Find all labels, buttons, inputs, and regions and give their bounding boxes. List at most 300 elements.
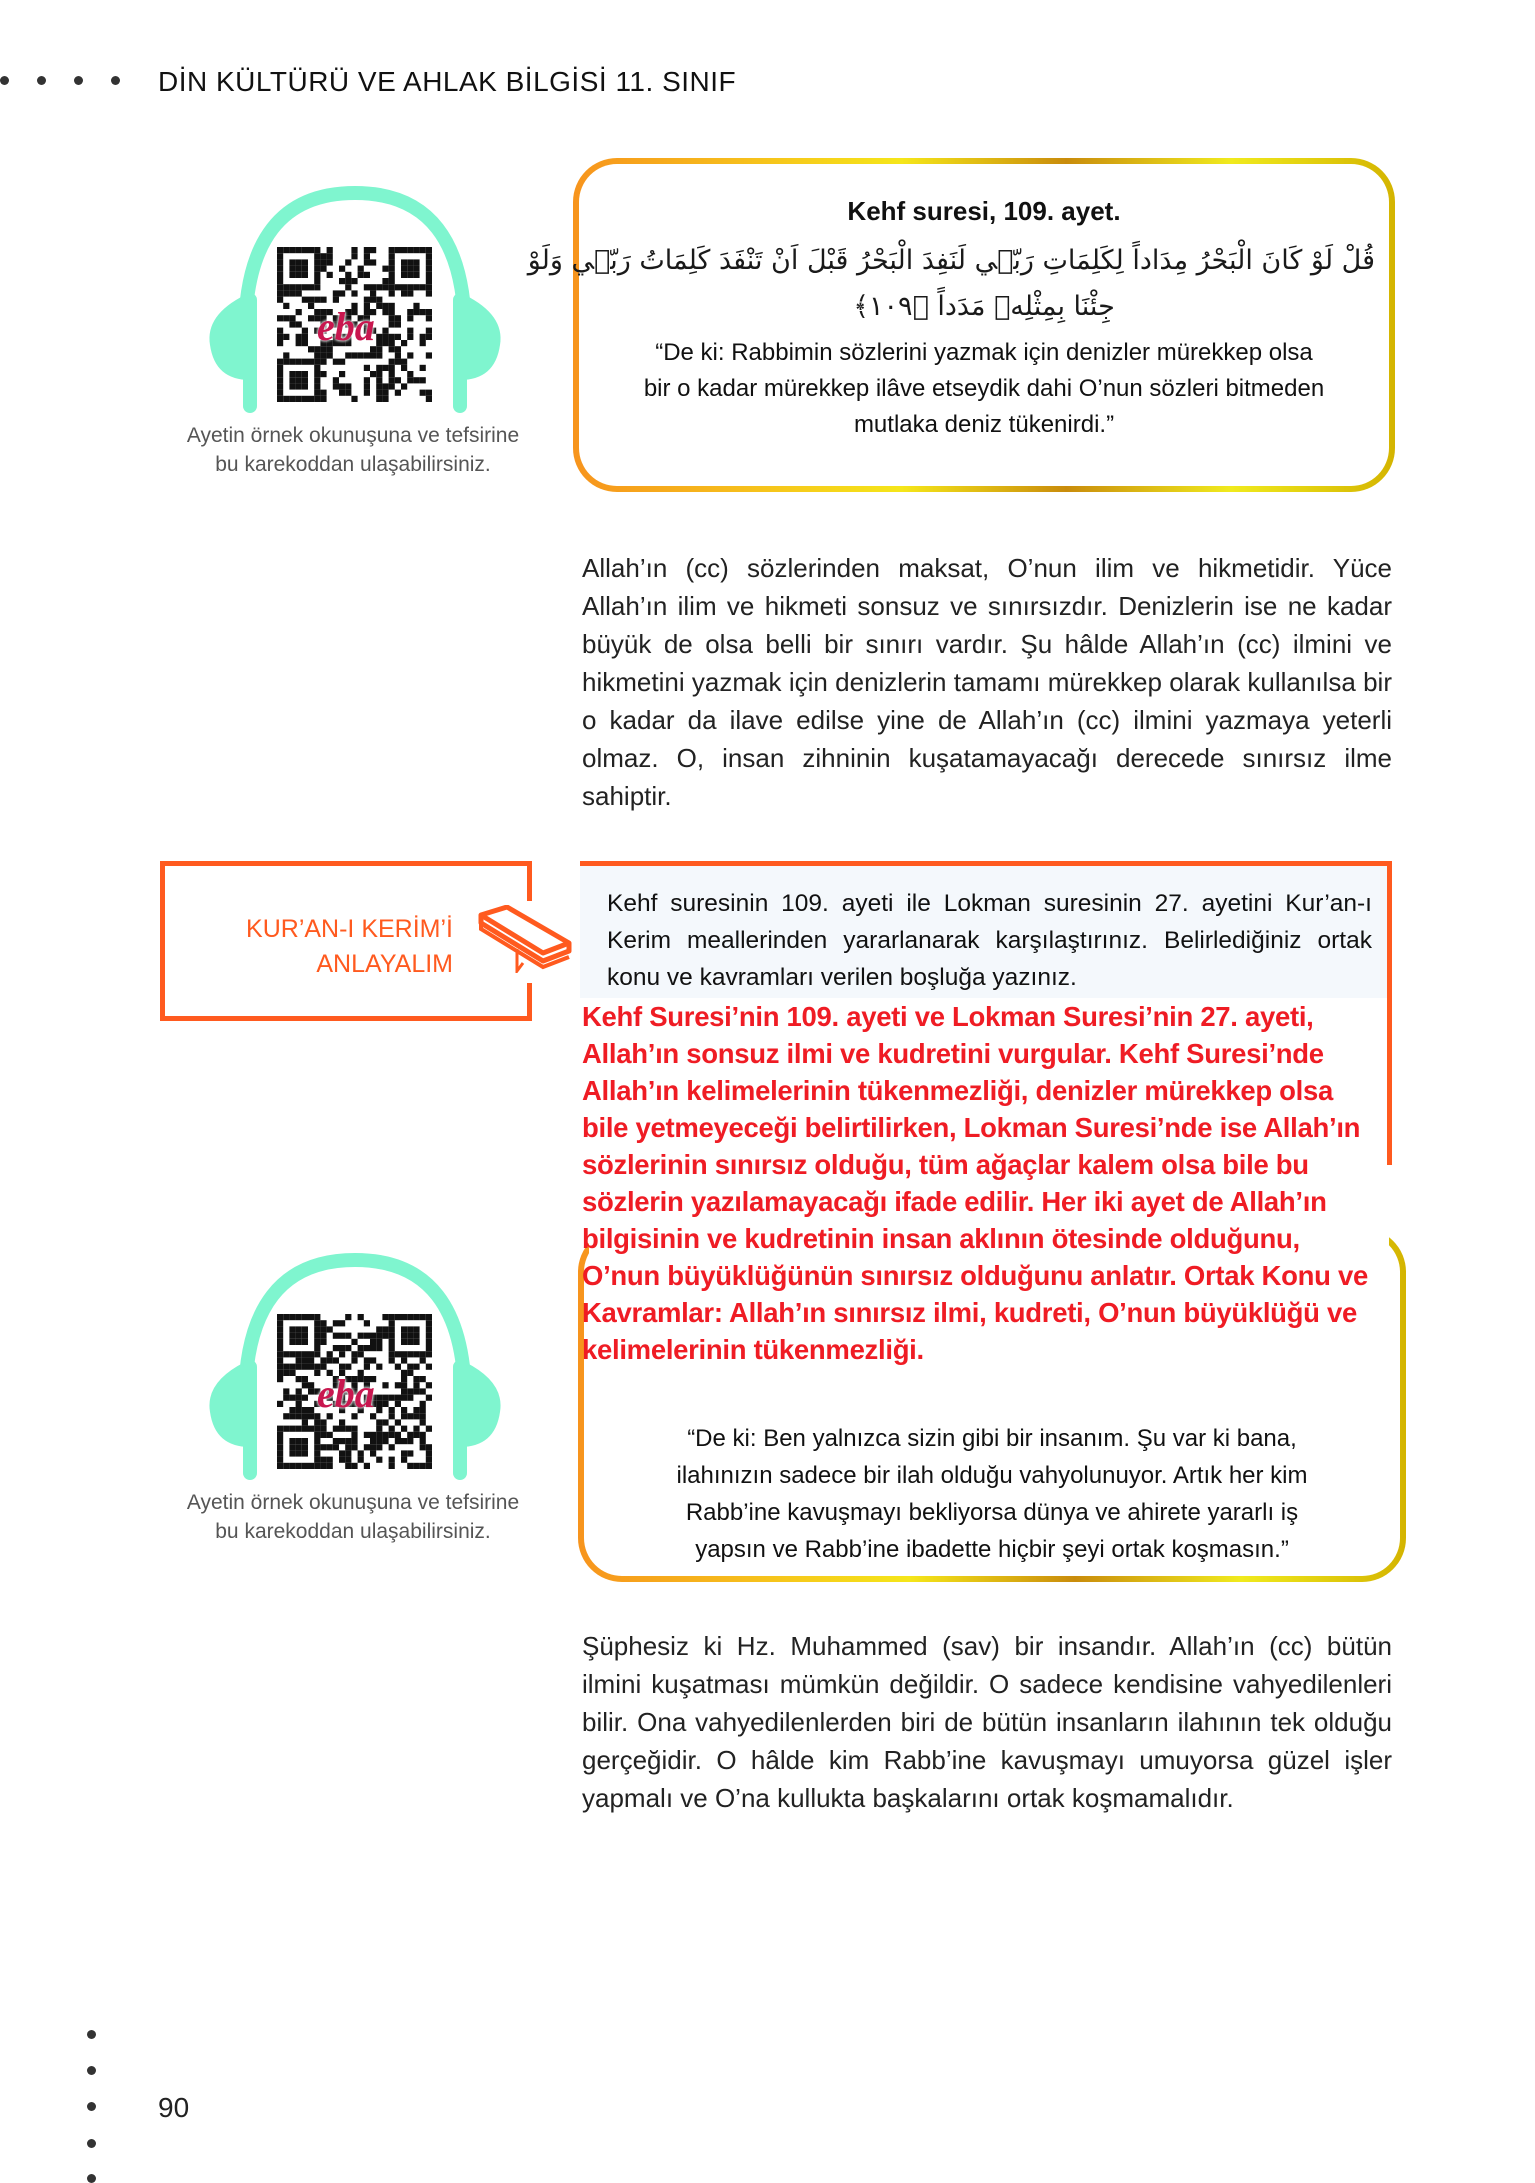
- qr-module: [407, 1326, 413, 1332]
- qr-module: [413, 1432, 419, 1438]
- qr-module: [283, 1351, 289, 1357]
- qr-module: [407, 1438, 413, 1444]
- qr-module: [289, 383, 295, 389]
- dot: [87, 2030, 96, 2039]
- qr-module: [407, 247, 413, 253]
- qr-module: [376, 1432, 382, 1438]
- qr-module: [314, 253, 320, 259]
- dot: [87, 2174, 96, 2183]
- qr-module: [320, 359, 326, 365]
- qr-module: [389, 278, 395, 284]
- qr-module: [320, 297, 326, 303]
- qr-module: [308, 1463, 314, 1469]
- qr-module: [277, 328, 283, 334]
- qr-module: [308, 346, 314, 352]
- qr-module: [314, 272, 320, 278]
- qr-module: [395, 377, 401, 383]
- verse-title: Kehf suresi, 109. ayet.: [847, 196, 1121, 226]
- qr-module: [289, 321, 295, 327]
- qr-module: [351, 1432, 357, 1438]
- qr-module: [376, 1345, 382, 1351]
- qr-module: [413, 284, 419, 290]
- qr-module: [389, 1407, 395, 1413]
- qr-module: [296, 1395, 302, 1401]
- qr-module: [370, 284, 376, 290]
- qr-module: [289, 247, 295, 253]
- headphone-icon: [205, 185, 505, 415]
- qr-module: [302, 1351, 308, 1357]
- qr-module: [389, 371, 395, 377]
- qr-module: [413, 1407, 419, 1413]
- qr-module: [364, 297, 370, 303]
- qr-module: [407, 259, 413, 265]
- qr-module: [314, 1339, 320, 1345]
- qr-module: [420, 1438, 426, 1444]
- qr-module: [277, 1457, 283, 1463]
- qr-module: [345, 278, 351, 284]
- qr-module: [407, 1413, 413, 1419]
- qr-module: [389, 1333, 395, 1339]
- qr-module: [277, 377, 283, 383]
- qr-module: [308, 1382, 314, 1388]
- qr-module: [376, 365, 382, 371]
- qr-module: [420, 1432, 426, 1438]
- qr-module: [413, 1364, 419, 1370]
- qr-module: [364, 1364, 370, 1370]
- qr-module: [314, 1351, 320, 1357]
- qr-module: [426, 1444, 432, 1450]
- qr-module: [314, 1419, 320, 1425]
- qr-module: [277, 1339, 283, 1345]
- headphone-icon: [205, 1252, 505, 1482]
- qr-module: [413, 1351, 419, 1357]
- dot: [37, 76, 46, 85]
- qr-module: [351, 1339, 357, 1345]
- divider: [527, 861, 532, 901]
- qr-module: [382, 1401, 388, 1407]
- translation-line: mutlaka deniz tükenirdi.”: [853, 411, 1115, 438]
- qr-module: [314, 266, 320, 272]
- qr-module: [289, 377, 295, 383]
- translation-line: “De ki: Rabbimin sözlerini yazmak için denizler mürekkep olsa: [655, 339, 1313, 366]
- qr-module: [296, 1333, 302, 1339]
- qr-module: [420, 334, 426, 340]
- qr-module: [358, 1333, 364, 1339]
- qr-module: [283, 247, 289, 253]
- qr-module: [389, 309, 395, 315]
- qr-module: [364, 1320, 370, 1326]
- qr-module: [320, 1364, 326, 1370]
- qr-module: [308, 303, 314, 309]
- qr-module: [389, 303, 395, 309]
- qr-module: [314, 247, 320, 253]
- qr-module: [420, 377, 426, 383]
- qr-module: [345, 1444, 351, 1450]
- page-number: 90: [158, 2092, 190, 2123]
- qr-module: [289, 284, 295, 290]
- qr-module: [302, 266, 308, 272]
- qr-module: [333, 1438, 339, 1444]
- qr-module: [426, 1345, 432, 1351]
- qr-module: [351, 290, 357, 296]
- qr-module: [277, 334, 283, 340]
- qr-module: [426, 247, 432, 253]
- qr-module: [413, 1413, 419, 1419]
- qr-module: [320, 352, 326, 358]
- qr-module: [389, 383, 395, 389]
- qr-module: [401, 340, 407, 346]
- qr-module: [407, 371, 413, 377]
- qr-module: [308, 315, 314, 321]
- qr-module: [382, 1326, 388, 1332]
- qr-module: [320, 1333, 326, 1339]
- qr-module: [283, 284, 289, 290]
- qr-module: [296, 284, 302, 290]
- verse-box-kehf: [527, 158, 1395, 492]
- dot: [0, 76, 9, 85]
- qr-module: [308, 1388, 314, 1394]
- qr-module: [351, 1463, 357, 1469]
- qr-module: [314, 284, 320, 290]
- qr-module: [277, 1450, 283, 1456]
- qr-module: [314, 1463, 320, 1469]
- qr-module: [296, 359, 302, 365]
- qr-module: [382, 390, 388, 396]
- qr-module: [364, 1432, 370, 1438]
- qr-module: [395, 1432, 401, 1438]
- qr-module: [283, 359, 289, 365]
- qr-module: [376, 383, 382, 389]
- qr-module: [426, 1326, 432, 1332]
- qr-module: [376, 1333, 382, 1339]
- qr-module: [401, 383, 407, 389]
- page-header-title: DİN KÜLTÜRÜ VE AHLAK BİLGİSİ 11. SINIF: [158, 66, 737, 97]
- qr-module: [296, 396, 302, 402]
- qr-module: [327, 253, 333, 259]
- qr-module: [289, 359, 295, 365]
- qr-module: [413, 309, 419, 315]
- qr-module: [395, 390, 401, 396]
- qr-module: [283, 1364, 289, 1370]
- qr-module: [277, 1320, 283, 1326]
- qr-module: [296, 1401, 302, 1407]
- qr-module: [314, 1432, 320, 1438]
- qr-module: [283, 1463, 289, 1469]
- qr-module: [283, 334, 289, 340]
- qr-module: [376, 1426, 382, 1432]
- qr-module: [333, 1444, 339, 1450]
- qr-module: [320, 1444, 326, 1450]
- qr-module: [314, 297, 320, 303]
- qr-module: [302, 297, 308, 303]
- qr-module: [395, 284, 401, 290]
- qr-module: [289, 1370, 295, 1376]
- qr-module: [296, 1326, 302, 1332]
- qr-module: [320, 1463, 326, 1469]
- qr-module: [339, 1333, 345, 1339]
- qr-module: [395, 334, 401, 340]
- qr-module: [413, 1314, 419, 1320]
- qr-module: [358, 1351, 364, 1357]
- qr-module: [370, 259, 376, 265]
- qr-module: [389, 1357, 395, 1363]
- qr-module: [407, 315, 413, 321]
- qr-module: [426, 1457, 432, 1463]
- qr-module: [407, 1333, 413, 1339]
- qr-module: [389, 377, 395, 383]
- qr-module: [401, 1457, 407, 1463]
- qr-module: [376, 284, 382, 290]
- qr-module: [289, 1351, 295, 1357]
- qr-module: [345, 1438, 351, 1444]
- qr-module: [339, 371, 345, 377]
- qr-module: [376, 1407, 382, 1413]
- qr-module: [333, 383, 339, 389]
- qr-module: [327, 1357, 333, 1363]
- qr-module: [376, 340, 382, 346]
- dot: [87, 2066, 96, 2075]
- qr-module: [401, 359, 407, 365]
- qr-module: [333, 377, 339, 383]
- qr-module: [320, 1419, 326, 1425]
- qr-module: [382, 303, 388, 309]
- qr-module: [296, 247, 302, 253]
- qr-module: [407, 377, 413, 383]
- qr-module: [358, 266, 364, 272]
- qr-module: [314, 383, 320, 389]
- qr-module: [339, 390, 345, 396]
- qr-module: [413, 1382, 419, 1388]
- qr-module: [395, 1419, 401, 1425]
- qr-module: [407, 1370, 413, 1376]
- qr-module: [376, 1339, 382, 1345]
- qr-module: [283, 303, 289, 309]
- qr-module: [364, 1333, 370, 1339]
- qr-module: [413, 377, 419, 383]
- qr-module: [426, 352, 432, 358]
- qr-module: [420, 247, 426, 253]
- qr-module: [376, 1444, 382, 1450]
- qr-module: [296, 290, 302, 296]
- answer-text[interactable]: Kehf Suresi’nin 109. ayeti ve Lokman Suresi’nin 27. ayeti, Allah’ın sonsuz ilmi ve kudretini vurgular. Kehf Suresi’nde Allah’ın kelimelerinin tükenmezliği, denizler mürekkep olsa bile yetmeyeceği belirtilirken, Lokman Suresi’nde ise Allah’ın sözlerinin sınırsız olduğu, tüm ağaçlar kalem olsa bile bu sözlerin yazılamayacağı ifade edilir. Her iki ayet de Allah’ın bilgisinin ve kudretinin insan aklının ötesinde olduğunu, O’nun büyüklüğünün sınırsız olduğunu anlatır. Ortak Konu ve Kavramlar: Allah’ın sınırsız ilmi, kudreti, O’nun büyüklüğü ve kelimelerinin tükenmezliği.: [582, 1001, 1368, 1365]
- qr-module: [358, 352, 364, 358]
- qr-module: [364, 352, 370, 358]
- caption-line: bu karekoddan ulaşabilirsiniz.: [215, 453, 491, 476]
- qr-module: [277, 1376, 283, 1382]
- qr-module: [320, 390, 326, 396]
- qr-module: [389, 1432, 395, 1438]
- qr-module: [302, 1333, 308, 1339]
- qr-module: [401, 365, 407, 371]
- qr-module: [339, 1426, 345, 1432]
- qr-module: [407, 266, 413, 272]
- qr-module: [401, 284, 407, 290]
- qr-module: [407, 352, 413, 358]
- qr-module: [333, 1357, 339, 1363]
- qr-module: [401, 1357, 407, 1363]
- qr-module: [413, 266, 419, 272]
- qr-module: [426, 1382, 432, 1388]
- qr-module: [407, 1388, 413, 1394]
- qr-module: [320, 1426, 326, 1432]
- qr-module: [370, 1345, 376, 1351]
- qr-module: [376, 1401, 382, 1407]
- body-paragraph-1: Allah’ın (cc) sözlerinden maksat, O’nun ilim ve hikmetidir. Yüce Allah’ın ilim ve hikmeti sonsuz ve sınırsızdır. Denizlerin ise ne kadar büyük de olsa belli bir sınırı vardır. Şu hâlde Allah’ın (cc) ilmini ve hikmetini yazmak için denizlerin tamamı mürekkep olarak kullanılsa bir o kadar da ilave edilse yine de Allah’ın (cc) ilmini yazmaya yeterli olmaz. O, insan zihninin kuşatamayacağı derecede sınırsız ilme sahiptir.: [582, 553, 1392, 811]
- qr-module: [389, 259, 395, 265]
- qr-module: [296, 266, 302, 272]
- qr-module: [314, 365, 320, 371]
- label-line: KUR’AN-I KERİM’İ: [246, 915, 453, 943]
- qr-module: [395, 359, 401, 365]
- qr-module: [407, 1450, 413, 1456]
- qr-module: [320, 259, 326, 265]
- qr-module: [401, 290, 407, 296]
- qr-module: [277, 340, 283, 346]
- qr-module: [345, 1364, 351, 1370]
- qr-module: [420, 1444, 426, 1450]
- qr-module: [345, 383, 351, 389]
- qr-module: [339, 1320, 345, 1326]
- qr-module: [382, 383, 388, 389]
- qr-module: [370, 297, 376, 303]
- qr-module: [389, 290, 395, 296]
- qr-module: [302, 1426, 308, 1432]
- qr-module: [314, 1345, 320, 1351]
- qr-module: [277, 1326, 283, 1332]
- qr-headphone-1[interactable]: [205, 185, 505, 415]
- qr-module: [296, 309, 302, 315]
- qr-module: [308, 297, 314, 303]
- qr-module: [382, 266, 388, 272]
- qr-module: [339, 1457, 345, 1463]
- qr-module: [333, 1320, 339, 1326]
- qr-module: [407, 1395, 413, 1401]
- qr-module: [277, 383, 283, 389]
- qr-module: [333, 359, 339, 365]
- qr-module: [358, 1345, 364, 1351]
- qr-module: [289, 272, 295, 278]
- qr-module: [395, 321, 401, 327]
- qr-module: [382, 309, 388, 315]
- qr-module: [308, 1351, 314, 1357]
- qr-module: [296, 272, 302, 278]
- qr-module: [401, 1326, 407, 1332]
- qr-module: [289, 315, 295, 321]
- qr-module: [382, 1314, 388, 1320]
- qr-module: [389, 315, 395, 321]
- qr-module: [302, 272, 308, 278]
- qr-module: [420, 284, 426, 290]
- qr-module: [382, 334, 388, 340]
- qr-module: [426, 284, 432, 290]
- qr-module: [308, 284, 314, 290]
- qr-module: [351, 396, 357, 402]
- qr-module: [407, 334, 413, 340]
- qr-headphone-2[interactable]: [205, 1252, 505, 1482]
- qr-module: [420, 1463, 426, 1469]
- qr-module: [420, 340, 426, 346]
- qr-module: [296, 1388, 302, 1394]
- qr-module: [364, 253, 370, 259]
- qr-module: [351, 1426, 357, 1432]
- qr-module: [289, 1407, 295, 1413]
- qr-module: [401, 1314, 407, 1320]
- qr-module: [314, 278, 320, 284]
- qr-module: [389, 1320, 395, 1326]
- qr-module: [426, 1339, 432, 1345]
- translation-line: bir o kadar mürekkep ilâve etseydik dahi O’nun sözleri bitmeden: [643, 375, 1325, 402]
- qr-module: [382, 1438, 388, 1444]
- qr-module: [289, 1333, 295, 1339]
- qr-module: [407, 328, 413, 334]
- qr-module: [289, 1314, 295, 1320]
- qr-module: [289, 1339, 295, 1345]
- qr-module: [389, 1351, 395, 1357]
- qr-module: [364, 1345, 370, 1351]
- qr-module: [426, 253, 432, 259]
- qr-module: [382, 365, 388, 371]
- qr-module: [413, 303, 419, 309]
- qr-module: [320, 1357, 326, 1363]
- qr-module: [376, 1395, 382, 1401]
- qr-module: [289, 290, 295, 296]
- qr-module: [283, 352, 289, 358]
- qr-module: [302, 396, 308, 402]
- qr-module: [277, 315, 283, 321]
- qr-module: [358, 1450, 364, 1456]
- qr-module: [277, 1364, 283, 1370]
- qr-module: [289, 1413, 295, 1419]
- qr-module: [339, 278, 345, 284]
- eba-logo: eba: [317, 304, 375, 349]
- qr-module: [314, 259, 320, 265]
- qr-module: [395, 1364, 401, 1370]
- qr-module: [302, 284, 308, 290]
- qr-module: [277, 259, 283, 265]
- qr-module: [339, 290, 345, 296]
- qr-module: [339, 383, 345, 389]
- qr-module: [420, 1413, 426, 1419]
- qr-module: [327, 1432, 333, 1438]
- qr-module: [277, 1444, 283, 1450]
- qr-caption-2: [143, 1488, 563, 1546]
- qr-module: [370, 1450, 376, 1456]
- qr-module: [277, 284, 283, 290]
- qr-module: [339, 1419, 345, 1425]
- qr-module: [364, 383, 370, 389]
- dot: [111, 76, 120, 85]
- qr-module: [401, 1426, 407, 1432]
- qr-module: [277, 266, 283, 272]
- qr-module: [376, 297, 382, 303]
- qr-module: [302, 359, 308, 365]
- qr-module: [320, 1339, 326, 1345]
- qr-module: [314, 371, 320, 377]
- qr-module: [382, 1432, 388, 1438]
- qr-module: [327, 259, 333, 265]
- qr-module: [289, 371, 295, 377]
- qr-module: [308, 359, 314, 365]
- qr-module: [389, 253, 395, 259]
- qr-module: [376, 390, 382, 396]
- qr-module: [333, 1345, 339, 1351]
- qr-module: [289, 1444, 295, 1450]
- qr-module: [389, 334, 395, 340]
- qr-module: [407, 1339, 413, 1345]
- qr-module: [277, 1345, 283, 1351]
- qr-module: [401, 1395, 407, 1401]
- qr-module: [327, 272, 333, 278]
